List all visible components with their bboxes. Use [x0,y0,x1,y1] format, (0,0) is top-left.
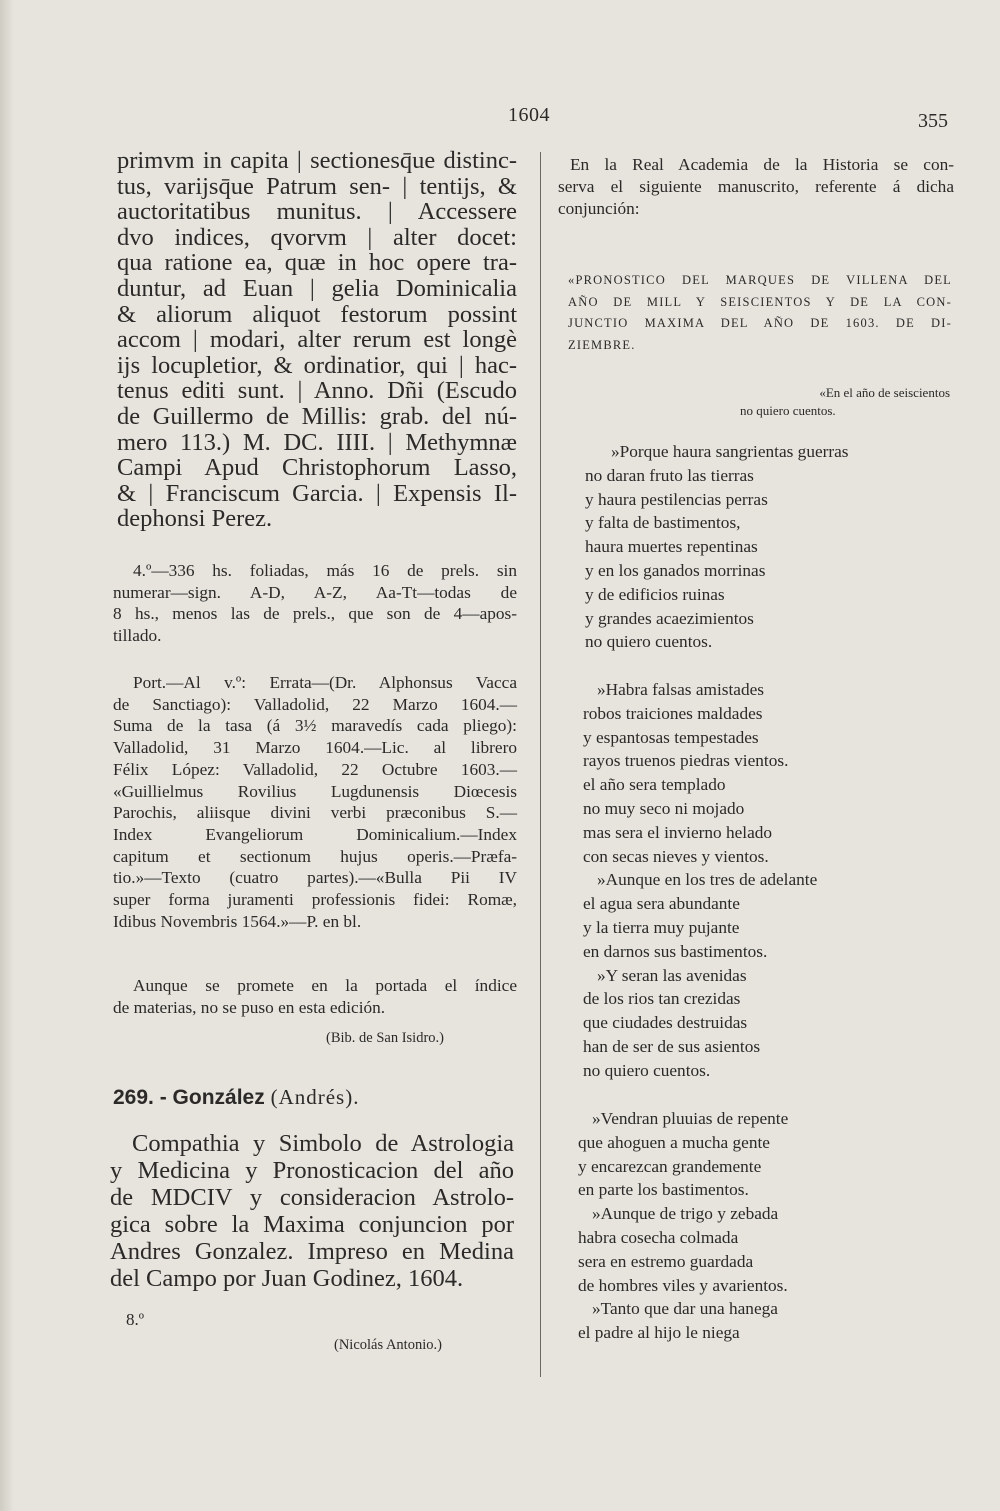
text-line: Idibus Novembris 1564.»—P. en bl. [113,911,362,931]
text-line: «PRONOSTICO DEL MARQUES DE VILLENA DEL [568,273,952,287]
text-line: ijs locupletior, & ordinatior, qui | hac- [117,351,517,379]
entry-title [110,1130,514,1292]
verse-line: han de ser de sus asientos [583,1036,761,1056]
text-line: qua ratione ea, quæ in hoc opere tra- [117,249,517,277]
left-column-title-block [117,148,517,532]
text-line: AÑO DE MILL Y SEISCIENTOS Y DE LA CON- [568,294,952,309]
verse-line: de los rios tan crezidas [583,989,741,1009]
verse-line: el año sera templado [583,775,726,795]
text-line: Port.—Al v.º: Errata—(Dr. Alphonsus Vacca [133,673,517,692]
verse-line: »Y seran las avenidas [597,965,747,985]
text-line: de materias, no se puso en esta edición. [113,997,386,1017]
text-line: & | Franciscum Garcia. | Expensis Il- [117,479,517,507]
entry-surname: - González [159,1086,265,1109]
verse-line: en parte los bastimentos. [578,1180,749,1200]
verse-line: no quiero cuentos. [585,632,713,652]
portada-text [113,672,517,932]
verse-line: habra cosecha colmada [578,1227,739,1247]
manuscript-title [568,270,952,356]
source-citation: (Nicolás Antonio.) [334,1337,442,1353]
manuscript-intro [558,154,954,220]
verse-line: no muy seco ni mojado [583,798,745,818]
verse-line: y de edificios ruinas [585,584,725,604]
verse-line: »Vendran pluuias de repente [592,1109,789,1128]
text-line: de Guillermo de Millis: grab. del nú- [117,402,517,430]
verse-line: y encarezcan grandemente [578,1156,762,1176]
verse-line: no quiero cuentos. [583,1060,711,1080]
text-line: no quiero cuentos. [740,403,836,418]
text-line: duntur, ad Euan | gelia Dominicalia [117,274,517,302]
verse-line: y la tierra muy pujante [583,917,740,937]
text-line: Campi Apud Christophorum Lasso, [117,454,517,482]
text-line: 8 hs., menos las de prels., que son de 4—apos- [113,604,517,624]
verse-line: y grandes acaezimientos [585,608,754,628]
poem-stanza-3 [578,1107,788,1345]
epigraph [740,384,950,420]
text-line: conjunción: [558,199,640,218]
text-line: «En el año de seiscientos [819,385,950,400]
verse-line: el agua sera abundante [583,894,740,914]
entry-number: 269. [113,1086,154,1109]
text-line: 4.º—336 hs. foliadas, más 16 de prels. sin [133,561,517,580]
verse-line: y espantosas tempestades [583,727,759,747]
text-line: de MDCIV y consideracion Astrolo- [110,1184,514,1211]
text-line: Valladolid, 31 Marzo 1604.—Lic. al librero [113,738,517,758]
latin-title-text [117,148,517,532]
verse-line: »Aunque de trigo y zebada [592,1204,779,1224]
text-line: & aliorum aliquot festorum possint [117,300,517,328]
verse-line: rayos truenos piedras vientos. [583,751,789,771]
poem-stanza-1 [585,440,849,654]
text-line: de Sanctiago): Valladolid, 22 Marzo 1604.— [113,694,517,714]
text-line: tio.»—Texto (cuatro partes).—«Bulla Pii IV [113,868,517,888]
verse-line: haura muertes repentinas [585,537,758,557]
text-line: dvo indices, qvorvm | alter docet: [117,223,517,251]
description-text [113,560,517,647]
verse-line: sera en estremo guardada [578,1251,754,1271]
verse-line: que ahoguen a mucha gente [578,1132,770,1152]
verse-line: »Aunque en los tres de adelante [597,870,818,890]
text-line: del Campo por Juan Godinez, 1604. [110,1265,464,1292]
verse-line: »Tanto que dar una hanega [592,1299,778,1319]
physical-description [113,560,517,647]
text-line: Parochis, aliisque divini verbi præconibus S.— [113,803,517,823]
text-line: super forma juramenti professionis fidei: Romæ, [113,890,517,910]
edition-note [113,975,517,1018]
text-line: Aunque se promete en la portada el índice [133,976,517,995]
page-number: 355 [918,110,948,132]
portada-contents [113,672,517,932]
text-line: y Medicina y Pronosticacion del año [110,1157,514,1184]
text-line: numerar—sign. A-D, A-Z, Aa-Tt—todas de [113,582,517,602]
text-line: tillado. [113,626,162,646]
text-line: auctoritatibus munitus. | Accessere [117,198,517,226]
poem-stanza-2 [583,678,817,1083]
verse-line: y falta de bastimentos, [585,513,741,533]
text-line: JUNCTIO MAXIMA DEL AÑO DE 1603. DE DI- [568,316,952,330]
verse-line: y haura pestilencias perras [585,489,768,509]
text-line: Index Evangeliorum Dominicalium.—Index [113,824,517,844]
verse-line: el padre al hijo le niega [578,1323,740,1343]
verse-line: con secas nieves y vientos. [583,846,769,866]
text-line: dephonsi Perez. [117,505,273,533]
text-line: gica sobre la Maxima conjuncion por [110,1211,514,1238]
column-divider [540,152,541,1377]
verse-line: no daran fruto las tierras [585,465,754,485]
text-line: tenus editi sunt. | Anno. Dñi (Escudo [117,377,517,405]
text-line: capitum et sectionum hujus operis.—Præfa- [113,846,517,866]
running-header-year: 1604 [508,104,550,126]
text-line: Compathia y Simbolo de Astrologia [132,1130,514,1157]
verse-line: »Habra falsas amistades [597,680,764,699]
verse-line: robos traiciones maldades [583,703,763,723]
text-line: mero 113.) M. DC. IIII. | Methymnæ [117,428,517,456]
verse-line: y en los ganados morrinas [585,560,766,580]
text-line: Suma de la tasa (á 3½ maravedís cada pliego): [113,716,517,736]
entry-heading [113,1085,359,1110]
text-line: En la Real Academia de la Historia se con- [570,155,954,174]
source-citation: (Bib. de San Isidro.) [326,1030,444,1046]
text-line: accom | modari, alter rerum est longè [117,326,517,354]
text-line: «Guillielmus Rovilius Lugdunensis Diœcesis [113,781,517,801]
verse-line: mas sera el invierno helado [583,822,773,842]
entry-given-name: (Andrés). [270,1085,360,1109]
verse-line: de hombres viles y avarientos. [578,1275,788,1295]
text-line: tus, varijsq̄ue Patrum sen- | tentijs, & [117,172,517,200]
verse-line: en darnos sus bastimentos. [583,941,768,961]
verse-line: »Porque haura sangrientas guerras [611,442,849,461]
text-line: Félix López: Valladolid, 22 Octubre 1603.— [113,759,517,779]
text-line: Andres Gonzalez. Impreso en Medina [110,1238,514,1265]
text-line: primvm in capita | sectionesq̄ue distinc- [117,147,517,174]
entry-format: 8.º [126,1310,145,1329]
text-line: serva el siguiente manuscrito, referente á dicha [558,177,954,196]
text-line: ZIEMBRE. [568,337,636,352]
verse-line: que ciudades destruidas [583,1013,748,1033]
page-binding-edge [0,0,14,1511]
note-text [113,975,517,1018]
